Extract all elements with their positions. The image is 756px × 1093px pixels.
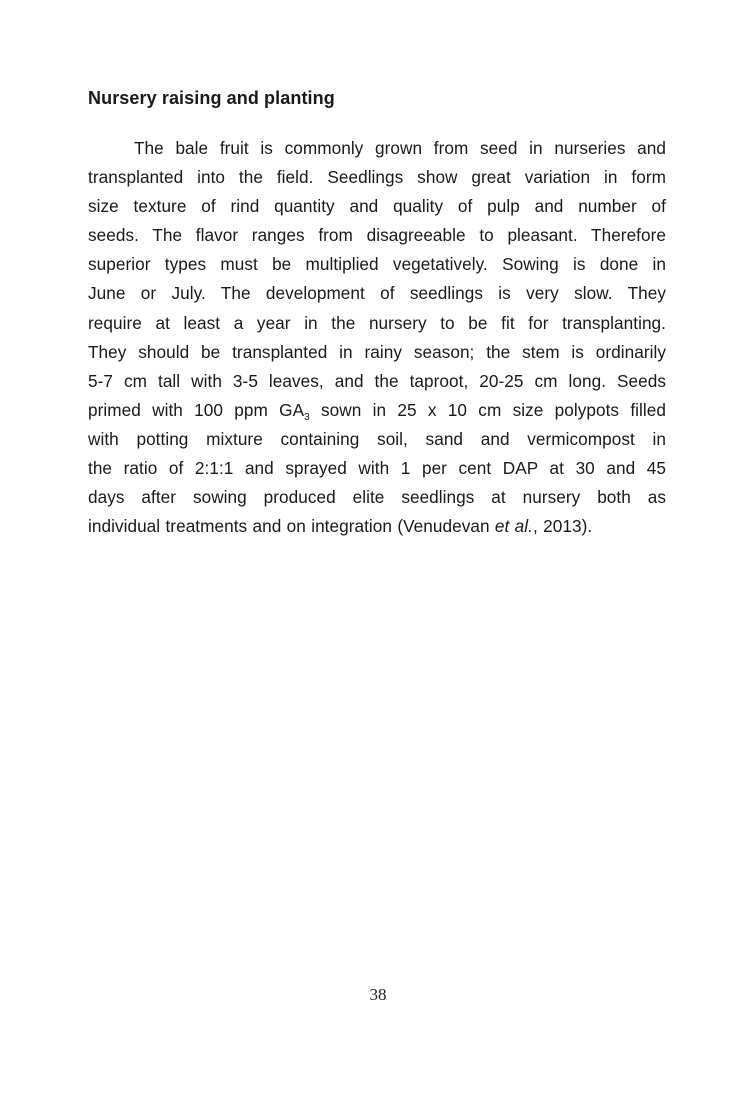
citation-italic: et al. — [494, 516, 533, 537]
paragraph-line: 5-7 cm tall with 3-5 leaves, and the taproot, 20-25 cm long. Seeds — [88, 370, 666, 391]
paragraph-line: transplanted into the field. Seedlings show great variation in form — [88, 167, 666, 188]
subscript-text: 3 — [304, 411, 310, 423]
paragraph-line-with-subscript — [88, 396, 666, 425]
paragraph-line: days after sowing produced elite seedlings at nursery both as — [88, 487, 666, 508]
paragraph-line: the ratio of 2:1:1 and sprayed with 1 per cent DAP at 30 and 45 — [88, 458, 666, 479]
line-text-before-subscript: primed with 100 ppm GA — [88, 399, 305, 420]
paragraph-line: June or July. The development of seedlings is very slow. They — [88, 283, 666, 304]
citation-trailing-text: , 2013). — [532, 516, 593, 537]
page-number: 38 — [369, 985, 387, 1004]
paragraph-line: They should be transplanted in rainy season; the stem is ordinarily — [88, 341, 666, 362]
section-heading: Nursery raising and planting — [88, 88, 335, 108]
paragraph-line: with potting mixture containing soil, sand and vermicompost in — [88, 428, 666, 449]
paragraph-last-line — [88, 512, 666, 541]
paragraph-line: seeds. The flavor ranges from disagreeable to pleasant. Therefore — [88, 225, 666, 246]
line-text-after-subscript: sown in 25 x 10 cm size polypots filled — [309, 399, 666, 420]
citation-lead-text: individual treatments and on integration (Venudevan — [88, 516, 495, 537]
paragraph-line: size texture of rind quantity and quality of pulp and number of — [88, 196, 666, 217]
paragraph-line: require at least a year in the nursery to be fit for transplanting. — [88, 312, 666, 333]
body-paragraph — [88, 134, 666, 541]
paragraph-line: superior types must be multiplied vegetatively. Sowing is done in — [88, 254, 666, 275]
paragraph-line: The bale fruit is commonly grown from seed in nurseries and — [134, 138, 666, 158]
